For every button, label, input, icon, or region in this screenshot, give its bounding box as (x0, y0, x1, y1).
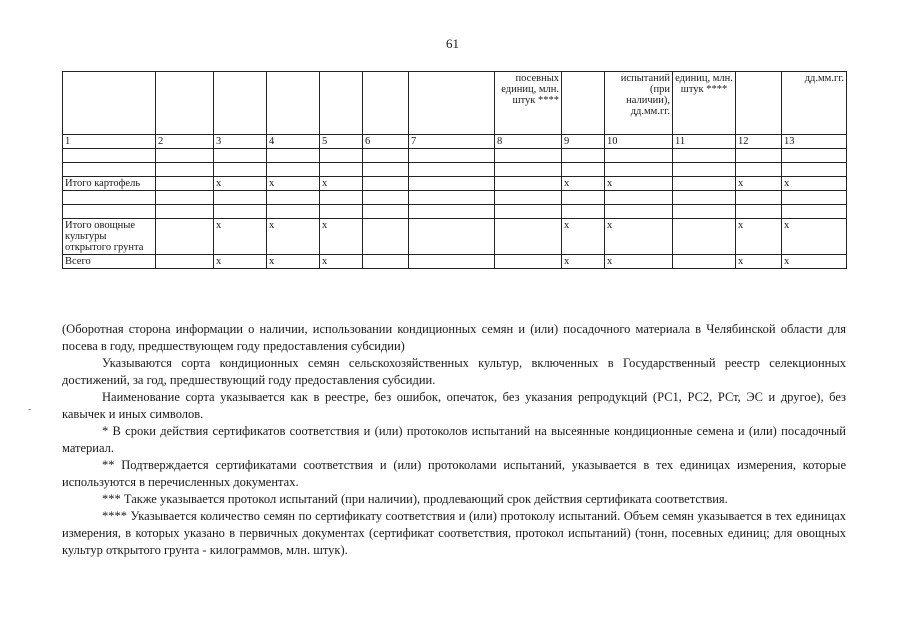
column-number: 6 (363, 135, 409, 149)
table-cell: x (267, 219, 320, 255)
table-cell (562, 163, 605, 177)
table-cell (605, 191, 673, 205)
header-cell (736, 72, 782, 135)
table-cell (267, 191, 320, 205)
header-cell (363, 72, 409, 135)
column-number: 1 (63, 135, 156, 149)
row-label: Итого овощные культуры открытого грунта (63, 219, 156, 255)
header-cell: дд.мм.гг. (782, 72, 847, 135)
column-number: 12 (736, 135, 782, 149)
table-cell (605, 205, 673, 219)
table-cell (495, 205, 562, 219)
table-cell: x (267, 177, 320, 191)
column-number-row (63, 135, 847, 149)
table-row (63, 205, 847, 219)
column-number: 10 (605, 135, 673, 149)
table-cell (409, 255, 495, 269)
table-cell (495, 177, 562, 191)
table-cell: x (320, 177, 363, 191)
table-cell (409, 191, 495, 205)
table-row-total-potato (63, 177, 847, 191)
column-number: 4 (267, 135, 320, 149)
row-label: Всего (63, 255, 156, 269)
table-cell (673, 163, 736, 177)
table-cell (363, 177, 409, 191)
table-cell (320, 191, 363, 205)
notes-section (62, 321, 846, 559)
table-cell (495, 149, 562, 163)
table-cell: x (605, 255, 673, 269)
table-cell (267, 205, 320, 219)
table-cell (214, 205, 267, 219)
table-cell (63, 205, 156, 219)
table-cell (363, 163, 409, 177)
margin-mark: - (28, 404, 32, 415)
table-row (63, 163, 847, 177)
table-cell (736, 191, 782, 205)
table-row (63, 149, 847, 163)
column-number: 7 (409, 135, 495, 149)
table-cell (495, 219, 562, 255)
table-cell: x (736, 219, 782, 255)
table-cell (156, 219, 214, 255)
header-cell (562, 72, 605, 135)
table-row-total (63, 255, 847, 269)
table-row (63, 191, 847, 205)
header-cell (409, 72, 495, 135)
row-label: Итого картофель (63, 177, 156, 191)
table-cell (156, 163, 214, 177)
table-cell: x (736, 177, 782, 191)
table-cell (605, 149, 673, 163)
table-cell: x (320, 219, 363, 255)
table-cell (363, 205, 409, 219)
table-cell (267, 163, 320, 177)
table-cell: x (605, 177, 673, 191)
note-paragraph-varieties: Указываются сорта кондиционных семян сельскохозяйственных культур, включенных в Государственный реестр селекционных достижений, за год, предшествующий году предоставления субсидии. (62, 356, 846, 387)
table-cell (63, 149, 156, 163)
table-cell (562, 191, 605, 205)
table-cell: x (562, 177, 605, 191)
table-cell (214, 149, 267, 163)
column-number: 11 (673, 135, 736, 149)
header-cell (267, 72, 320, 135)
column-number: 13 (782, 135, 847, 149)
column-number: 3 (214, 135, 267, 149)
table-cell (409, 205, 495, 219)
table-cell (782, 163, 847, 177)
table-cell (736, 149, 782, 163)
page-number: 61 (446, 36, 459, 51)
table-cell: x (782, 255, 847, 269)
table-cell (156, 177, 214, 191)
table-cell: x (562, 255, 605, 269)
header-cell (320, 72, 363, 135)
table-cell: x (562, 219, 605, 255)
table-cell (409, 149, 495, 163)
header-cell: испытаний (при наличии), дд.мм.гг. (605, 72, 673, 135)
table-row-total-vegetables (63, 219, 847, 255)
table-cell (495, 163, 562, 177)
table-cell (409, 177, 495, 191)
table-cell (363, 255, 409, 269)
column-number: 2 (156, 135, 214, 149)
table-cell (320, 205, 363, 219)
table-cell (267, 149, 320, 163)
table-cell (562, 149, 605, 163)
table-cell (63, 163, 156, 177)
table-cell (605, 163, 673, 177)
table-cell (673, 219, 736, 255)
column-number: 5 (320, 135, 363, 149)
table-header-row (63, 72, 847, 135)
table-cell: x (782, 219, 847, 255)
table-cell: x (320, 255, 363, 269)
table-cell: x (782, 177, 847, 191)
footnote-3: *** Также указывается протокол испытаний (при наличии), продлевающий срок действия сертификата соответствия. (102, 492, 728, 506)
table-cell (363, 219, 409, 255)
table-cell: x (605, 219, 673, 255)
table-cell (736, 163, 782, 177)
column-number: 8 (495, 135, 562, 149)
table-cell: x (267, 255, 320, 269)
table-cell (673, 177, 736, 191)
table-cell (673, 191, 736, 205)
table-cell (63, 191, 156, 205)
note-paragraph-reverse-side: (Оборотная сторона информации о наличии, использовании кондиционных семян и (или) посадочного материала в Челябинской области для посева в году, предшествующем году предоставления субсидии) (62, 322, 846, 353)
note-paragraph-variety-name: Наименование сорта указывается как в реестре, без ошибок, опечаток, без указания репродукций (РС1, РС2, РСт, ЭС и другое), без кавычек и иных символов. (62, 390, 846, 421)
header-cell (156, 72, 214, 135)
header-cell (63, 72, 156, 135)
table-cell (363, 149, 409, 163)
table-cell (156, 191, 214, 205)
table-cell (409, 219, 495, 255)
data-table (62, 71, 847, 269)
table-cell (214, 191, 267, 205)
table-cell: x (214, 177, 267, 191)
table-cell: x (214, 219, 267, 255)
footnote-2: ** Подтверждается сертификатами соответствия и (или) протоколами испытаний, указывается в тех единицах измерения, которые используются в перечисленных документах. (62, 458, 846, 489)
table-cell (562, 205, 605, 219)
column-number: 9 (562, 135, 605, 149)
table-cell (673, 255, 736, 269)
table-cell (495, 191, 562, 205)
table-cell (214, 163, 267, 177)
table-cell (156, 205, 214, 219)
header-cell: единиц, млн. штук **** (673, 72, 736, 135)
table-cell (673, 205, 736, 219)
table-cell (782, 191, 847, 205)
table-cell (736, 205, 782, 219)
table-cell (495, 255, 562, 269)
header-cell (214, 72, 267, 135)
table-cell (673, 149, 736, 163)
table-cell (156, 149, 214, 163)
table-cell (782, 149, 847, 163)
table-cell (409, 163, 495, 177)
table-cell: x (736, 255, 782, 269)
header-cell: посевных единиц, млн. штук **** (495, 72, 562, 135)
table-cell (320, 163, 363, 177)
table-cell (156, 255, 214, 269)
footnote-4: **** Указывается количество семян по сертификату соответствия и (или) протоколу испытаний. Объем семян указывается в тех единицах измерения, в которых указано в первичных документах (сертификат соответствия, протокол испытаний) (тонн, посевных единиц; для овощных культур открытого грунта - килограммов, млн. штук). (62, 509, 846, 557)
table-cell (363, 191, 409, 205)
table-cell (782, 205, 847, 219)
table-cell: x (214, 255, 267, 269)
table-cell (320, 149, 363, 163)
footnote-1: * В сроки действия сертификатов соответствия и (или) протоколов испытаний на высеянные кондиционные семена и (или) посадочный материал. (62, 424, 846, 455)
